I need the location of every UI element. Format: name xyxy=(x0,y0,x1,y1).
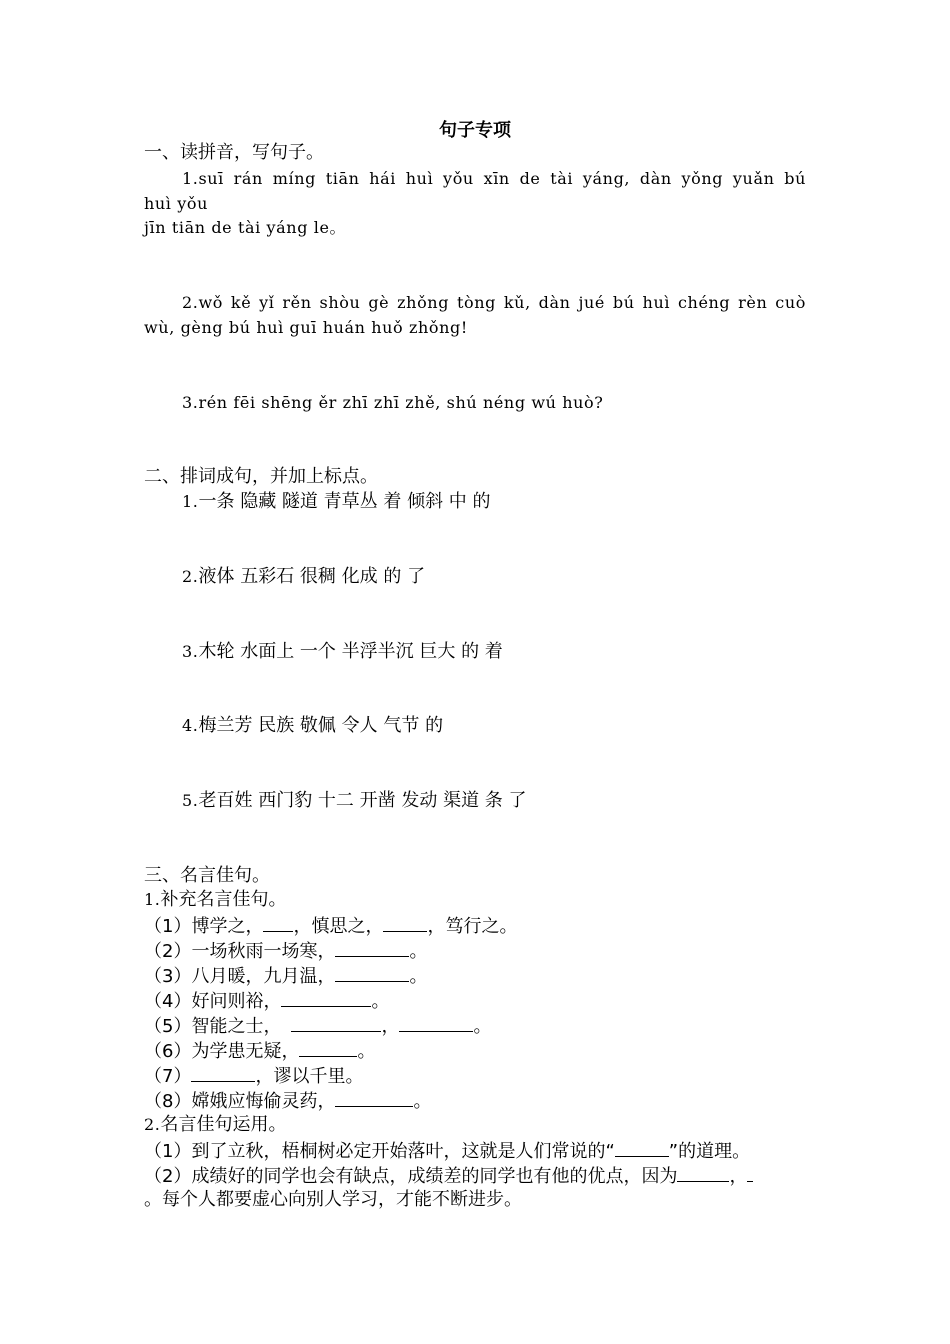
reorder-item-words: 一条 隐藏 隧道 青草丛 着 倾斜 中 的 xyxy=(198,491,491,512)
quote-item-2: （2）一场秋雨一场寒， 。 xyxy=(144,938,427,964)
reorder-item-words: 液体 五彩石 很稠 化成 的 了 xyxy=(198,566,426,587)
reorder-item-number: 1. xyxy=(182,492,199,511)
reorder-item-1 xyxy=(182,490,491,514)
reorder-item-number: 3. xyxy=(182,642,199,661)
quote-item-1: （1）博学之， ，慎思之， ，笃行之。 xyxy=(144,913,517,939)
reorder-item-5 xyxy=(182,789,527,813)
answer-blank[interactable] xyxy=(263,913,293,932)
subheading-label: 补充名言佳句。 xyxy=(160,889,287,910)
quote-item-6: （6）为学患无疑， 。 xyxy=(144,1038,375,1064)
usage-item-2-continuation: 。每个人都要虚心向别人学习，才能不断进步。 xyxy=(144,1189,522,1210)
quote-fill-subheading xyxy=(144,888,286,912)
quote-item-number: （7） xyxy=(144,1066,192,1087)
quote-item-3: （3）八月暖，九月温， 。 xyxy=(144,963,427,989)
answer-blank[interactable] xyxy=(191,1063,255,1082)
usage-item-1: （1）到了立秋，梧桐树必定开始落叶，这就是人们常说的“ ”的道理。 xyxy=(144,1138,750,1164)
reorder-item-number: 2. xyxy=(182,567,199,586)
quote-item-number: （6） xyxy=(144,1041,192,1062)
answer-blank[interactable] xyxy=(335,963,409,982)
answer-blank[interactable] xyxy=(615,1138,669,1157)
quote-item-number: （1） xyxy=(144,916,192,937)
quote-item-7: （7） ，谬以千里。 xyxy=(144,1063,363,1089)
reorder-item-words: 木轮 水面上 一个 半浮半沉 巨大 的 着 xyxy=(198,641,503,662)
pinyin-q1-line3: jīn tiān de tài yáng le。 xyxy=(144,218,347,237)
reorder-item-words: 梅兰芳 民族 敬佩 令人 气节 的 xyxy=(198,715,444,736)
section3-heading: 三、名言佳句。 xyxy=(144,865,270,886)
reorder-item-2 xyxy=(182,565,425,589)
subheading-number: 2. xyxy=(144,1115,161,1134)
usage-item-number: （1） xyxy=(144,1141,192,1162)
answer-blank[interactable] xyxy=(281,988,371,1007)
quote-item-number: （3） xyxy=(144,966,192,987)
answer-blank[interactable] xyxy=(291,1013,381,1032)
answer-blank[interactable] xyxy=(299,1038,357,1057)
reorder-item-number: 4. xyxy=(182,716,199,735)
section1-heading: 一、读拼音，写句子。 xyxy=(144,142,324,163)
pinyin-q1-line1: 1.suī rán míng tiān hái huì yǒu xīn de tài yáng, dàn yǒng yuǎn bú xyxy=(182,169,806,188)
usage-item-2: （2）成绩好的同学也会有缺点，成绩差的同学也有他的优点，因为 ， xyxy=(144,1163,753,1189)
answer-blank[interactable] xyxy=(747,1163,753,1182)
worksheet-title: 句子专项 xyxy=(439,120,511,141)
pinyin-q2-line2: wù, gèng bú huì guī huán huǒ zhǒng! xyxy=(144,318,468,337)
quote-item-number: （4） xyxy=(144,991,192,1012)
answer-blank[interactable] xyxy=(335,938,409,957)
answer-blank[interactable] xyxy=(383,913,427,932)
answer-blank[interactable] xyxy=(399,1013,473,1032)
reorder-item-number: 5. xyxy=(182,791,199,810)
answer-blank[interactable] xyxy=(335,1088,413,1107)
subheading-number: 1. xyxy=(144,890,161,909)
quote-item-8: （8）嫦娥应悔偷灵药， 。 xyxy=(144,1088,431,1114)
quote-item-number: （8） xyxy=(144,1091,192,1112)
pinyin-q1-line2: huì yǒu xyxy=(144,194,208,213)
pinyin-q2-line1: 2.wǒ kě yǐ rěn shòu gè zhǒng tòng kǔ, dàn jué bú huì chéng rèn cuò xyxy=(182,293,806,312)
usage-item-number: （2） xyxy=(144,1166,192,1187)
quote-item-5: （5）智能之士， ， 。 xyxy=(144,1013,491,1039)
pinyin-q3: 3.rén fēi shēng ěr zhī zhī zhě, shú néng wú huò? xyxy=(182,393,604,412)
reorder-item-3 xyxy=(182,640,503,664)
answer-blank[interactable] xyxy=(677,1163,729,1182)
reorder-item-4 xyxy=(182,714,443,738)
subheading-label: 名言佳句运用。 xyxy=(160,1114,287,1135)
quote-item-4: （4）好问则裕， 。 xyxy=(144,988,389,1014)
reorder-item-words: 老百姓 西门豹 十二 开凿 发动 渠道 条 了 xyxy=(198,790,527,811)
quote-item-number: （5） xyxy=(144,1016,192,1037)
section2-heading: 二、排词成句，并加上标点。 xyxy=(144,466,378,487)
quote-usage-subheading xyxy=(144,1113,286,1137)
quote-item-number: （2） xyxy=(144,941,192,962)
